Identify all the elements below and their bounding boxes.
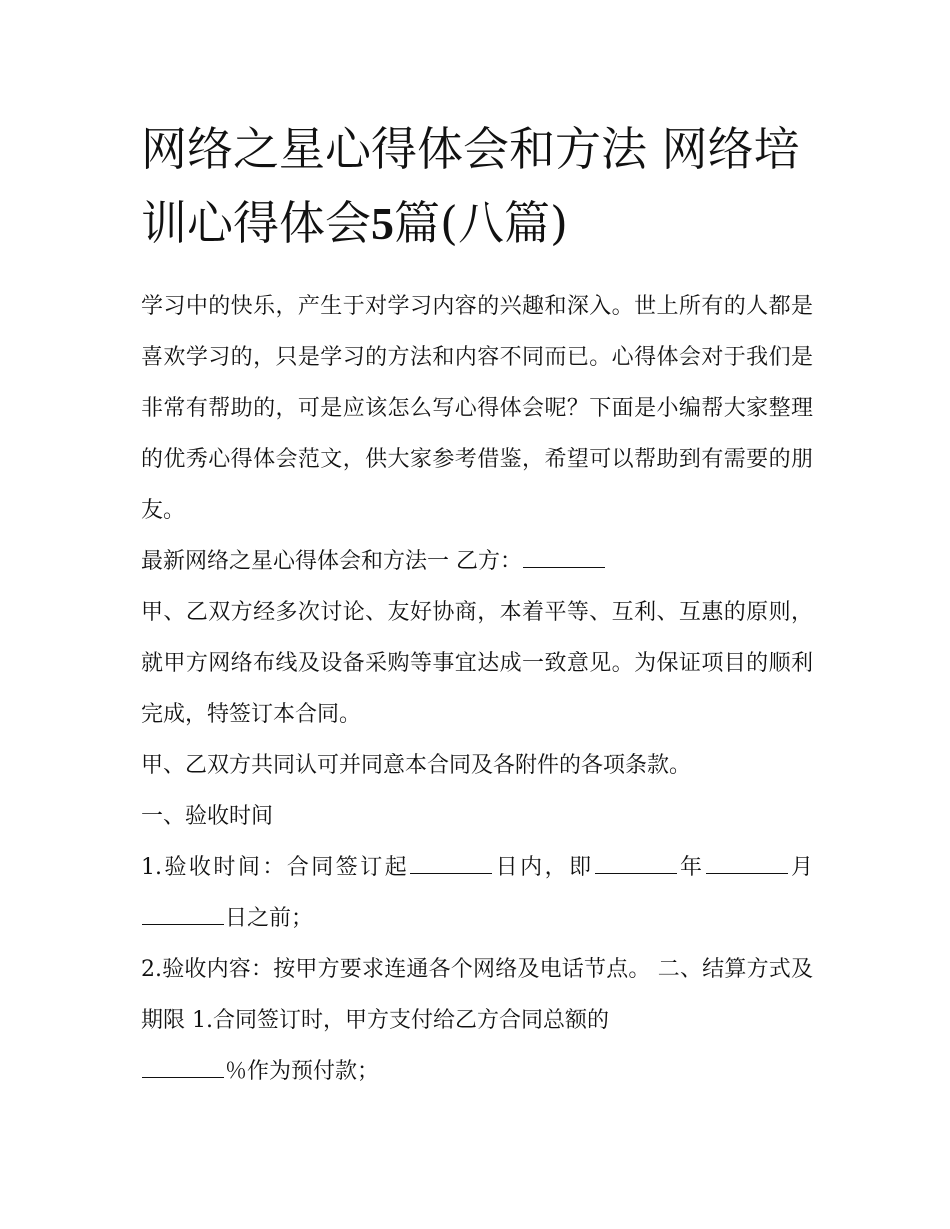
title-suffix: 篇(八篇) xyxy=(394,196,568,250)
clause-heading-acceptance-time: 一、验收时间 xyxy=(141,804,274,829)
blank-line xyxy=(410,873,492,874)
blank-line xyxy=(595,873,677,874)
title-text: 网络之星心得体会和方法 网络培训心得体会 xyxy=(141,122,800,250)
blank-line xyxy=(142,924,224,925)
clause-text: 日之前； xyxy=(225,906,314,931)
clause-acceptance-content: 2.验收内容：按甲方要求连通各个网络及电话节点。 二、结算方式及期限 1.合同签订时，甲方支付给乙方合同总额的 xyxy=(141,957,813,1033)
blank-line xyxy=(523,567,605,568)
contract-paragraph-1: 甲、乙双方经多次讨论、友好协商，本着平等、互利、互惠的原则，就甲方网络布线及设备采购等事宜达成一致意见。为保证项目的顺利完成，特签订本合同。 xyxy=(141,600,813,727)
section-heading xyxy=(141,536,813,587)
intro-paragraph: 学习中的快乐，产生于对学习内容的兴趣和深入。世上所有的人都是喜欢学习的，只是学习的方法和内容不同而已。心得体会对于我们是非常有帮助的，可是应该怎么写心得体会呢？下面是小编帮大家整理的优秀心得体会范文，供大家参考借鉴，希望可以帮助到有需要的朋友。 xyxy=(141,294,813,523)
page-title xyxy=(141,112,813,261)
document-body xyxy=(141,112,813,1097)
clause-acceptance-time xyxy=(141,842,813,944)
clause-text: 月 xyxy=(788,855,813,880)
clause-text: ％作为预付款； xyxy=(225,1059,380,1084)
title-number: 5 xyxy=(371,198,394,249)
clause-text: 年 xyxy=(677,855,705,880)
contract-paragraph-2: 甲、乙双方共同认可并同意本合同及各附件的各项条款。 xyxy=(141,753,692,778)
blank-line xyxy=(142,1077,224,1078)
blank-line xyxy=(706,873,788,874)
clause-prepayment xyxy=(141,1046,813,1097)
clause-text: 日内，即 xyxy=(493,855,594,880)
section-heading-text: 最新网络之星心得体会和方法一 乙方： xyxy=(141,549,522,574)
clause-text: 1.验收时间：合同签订起 xyxy=(141,855,410,880)
